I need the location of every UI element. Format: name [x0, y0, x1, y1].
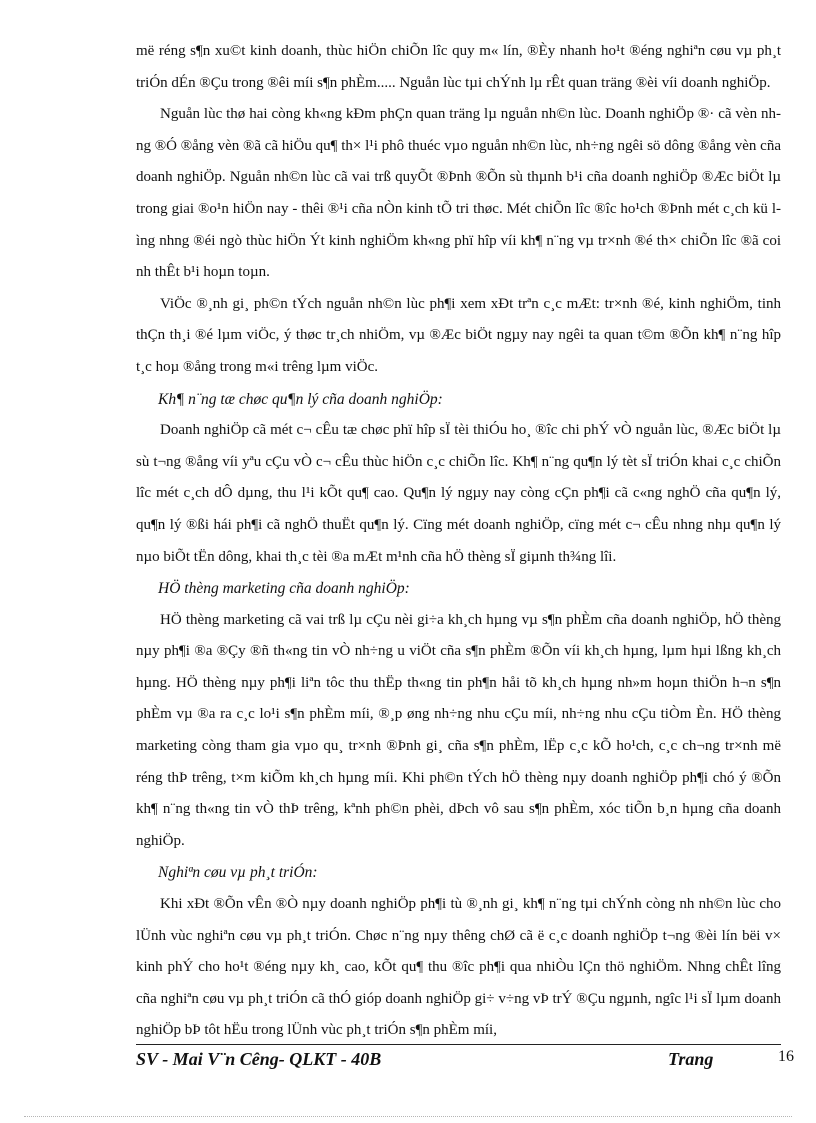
page-number: 16	[778, 1048, 794, 1065]
footer-author: SV - Mai V¨n Cêng- QLKT - 40B	[136, 1049, 382, 1069]
paragraph-human-resources: Nguån lùc thø hai còng kh«ng kÐm phÇn quan träng lµ nguån nh©n lùc. Doanh nghiÖp ®· cã vèn nhng ®Ó ®ång vèn ®ã cã hiÖu qu¶ th× l¹i phô thuéc vµo nguån nh©n lùc, nh÷ng ngêi sö dông ®ång vèn cña doanh nghiÖp. Nguån nh©n lùc cã vai trß quyÕt ®Þnh ®Õn sù thµnh b¹i cña doanh nghiÖp ®Æc biÖt lµ trong giai ®o¹n hiÖn nay - thêi ®¹i cña nÒn kinh tÕ tri thøc. Mét chiÕn lîc ®îc ho¹ch ®Þnh mét c¸ch kü lìng nhng ®éi ngò thùc hiÖn Ýt kinh nghiÖm kh«ng phï hîp víi kh¶ n¨ng vµ tr×nh ®é th× chiÕn lîc ®ã coi nh thÊt b¹i hoµn toµn.	[136, 106, 781, 281]
paragraph-marketing: HÖ thèng marketing cã vai trß lµ cÇu nèi gi÷a kh¸ch hµng vµ s¶n phÈm cña doanh nghiÖp, hÖ thèng nµy ph¶i ®a ®Çy ®ñ th«ng tin vÒ nh÷ng u viÖt cña s¶n phÈm ®Õn víi kh¸ch hµng, lµm hµi lßng kh¸ch hµng. HÖ thèng nµy ph¶i liªn tôc thu thËp th«ng tin ph¶n håi tõ kh¸ch hµng nh»m hoµn thiÖn h¬n s¶n phÈm vµ ®a ra c¸c lo¹i s¶n phÈm míi, ®¸p øng nh÷ng nhu cÇu míi, nh÷ng nhu cÇu tiÒm Èn. HÖ thèng marketing còng tham gia vµo qu¸ tr×nh ®Þnh gi¸ cña s¶n phÈm, lËp c¸c kÕ ho¹ch, c¸c ch¬ng tr×nh më réng thÞ trêng, t×m kiÕm kh¸ch hµng míi. Khi ph©n tÝch hÖ thèng nµy doanh nghiÖp ph¶i chó ý ®Õn kh¶ n¨ng th«ng tin vÒ thÞ trêng, kªnh ph©n phèi, dÞch vô sau s¶n phÈm, xóc tiÕn b¸n hµng cña doanh nghiÖp.	[136, 611, 781, 849]
paragraph-management: Doanh nghiÖp cã mét c¬ cÊu tæ chøc phï hîp sÏ tèi thiÓu ho¸ ®îc chi phÝ vÒ nguån lùc, ®Æc biÖt lµ sù t¬ng ®ång víi yªu cÇu vÒ c¬ cÊu thùc hiÖn c¸c chiÕn lîc. Kh¶ n¨ng qu¶n lý tèt sÏ triÓn khai c¸c chiÕn lîc mét c¸ch dÔ dµng, thu l¹i kÕt qu¶ cao. Qu¶n lý ngµy nay còng cÇn ph¶i cã c«ng nghÖ cña qu¶n lý, qu¶n lý ®ßi hái ph¶i cã nghÖ thuËt qu¶n lý. Cïng mét doanh nghiÖp, cïng mét c¬ cÊu nhng nhµ qu¶n lý nµo biÕt tËn dông, khai th¸c tèi ®a mÆt m¹nh cña hÖ thèng sÏ giµnh th¾ng lîi.	[136, 422, 781, 565]
heading-marketing-system: HÖ thèng marketing cña doanh nghiÖp:	[158, 580, 410, 598]
document-body	[136, 36, 781, 1047]
paragraph-research: Khi xÐt ®Õn vÊn ®Ò nµy doanh nghiÖp ph¶i tù ®¸nh gi¸ kh¶ n¨ng tµi chÝnh còng nh nh©n lùc cho lÜnh vùc nghiªn cøu vµ ph¸t triÓn. Chøc n¨ng nµy thêng chØ cã ë c¸c doanh nghiÖp t¬ng ®èi lín bëi v× kinh phÝ cho ho¹t ®éng nµy kh¸ cao, kÕt qu¶ thu ®îc ph¶i qua nhiÒu lÇn thö nghiÖm. Nhng chÊt lîng cña nghiªn cøu vµ ph¸t triÓn cã thÓ gióp doanh nghiÖp gi÷ v÷ng vÞ trÝ ®Çu ngµnh, ngîc l¹i sÏ lµm doanh nghiÖp bÞ tôt hËu trong lÜnh vùc ph¸t triÓn s¶n phÈm míi,	[136, 896, 781, 1039]
footer-divider	[136, 1044, 781, 1045]
footer-page-label: Trang	[668, 1049, 714, 1069]
paragraph-financial-resources: më réng s¶n xu©t kinh doanh, thùc hiÖn chiÕn lîc quy m« lín, ®Èy nhanh ho¹t ®éng nghiªn cøu vµ ph¸t triÓn dÉn ®Çu trong ®êi míi s¶n phÈm..... Nguån lùc tµi chÝnh lµ rÊt quan träng ®èi víi doanh nghiÖp.	[136, 43, 781, 91]
heading-management-capacity: Kh¶ n¨ng tæ chøc qu¶n lý cña doanh nghiÖp:	[158, 390, 443, 408]
heading-research-development: Nghiªn cøu vµ ph¸t triÓn:	[158, 864, 318, 882]
paragraph-evaluation: ViÖc ®¸nh gi¸ ph©n tÝch nguån nh©n lùc ph¶i xem xÐt trªn c¸c mÆt: tr×nh ®é, kinh nghiÖm, tinh thÇn th¸i ®é lµm viÖc, ý thøc tr¸ch nhiÖm, vµ ®Æc biÖt ngµy nay ngêi ta quan t©m ®Õn kh¶ n¨ng hîp t¸c hoµ ®ång trong m«i trêng lµm viÖc.	[136, 295, 781, 375]
page-bottom-divider	[24, 1116, 792, 1117]
